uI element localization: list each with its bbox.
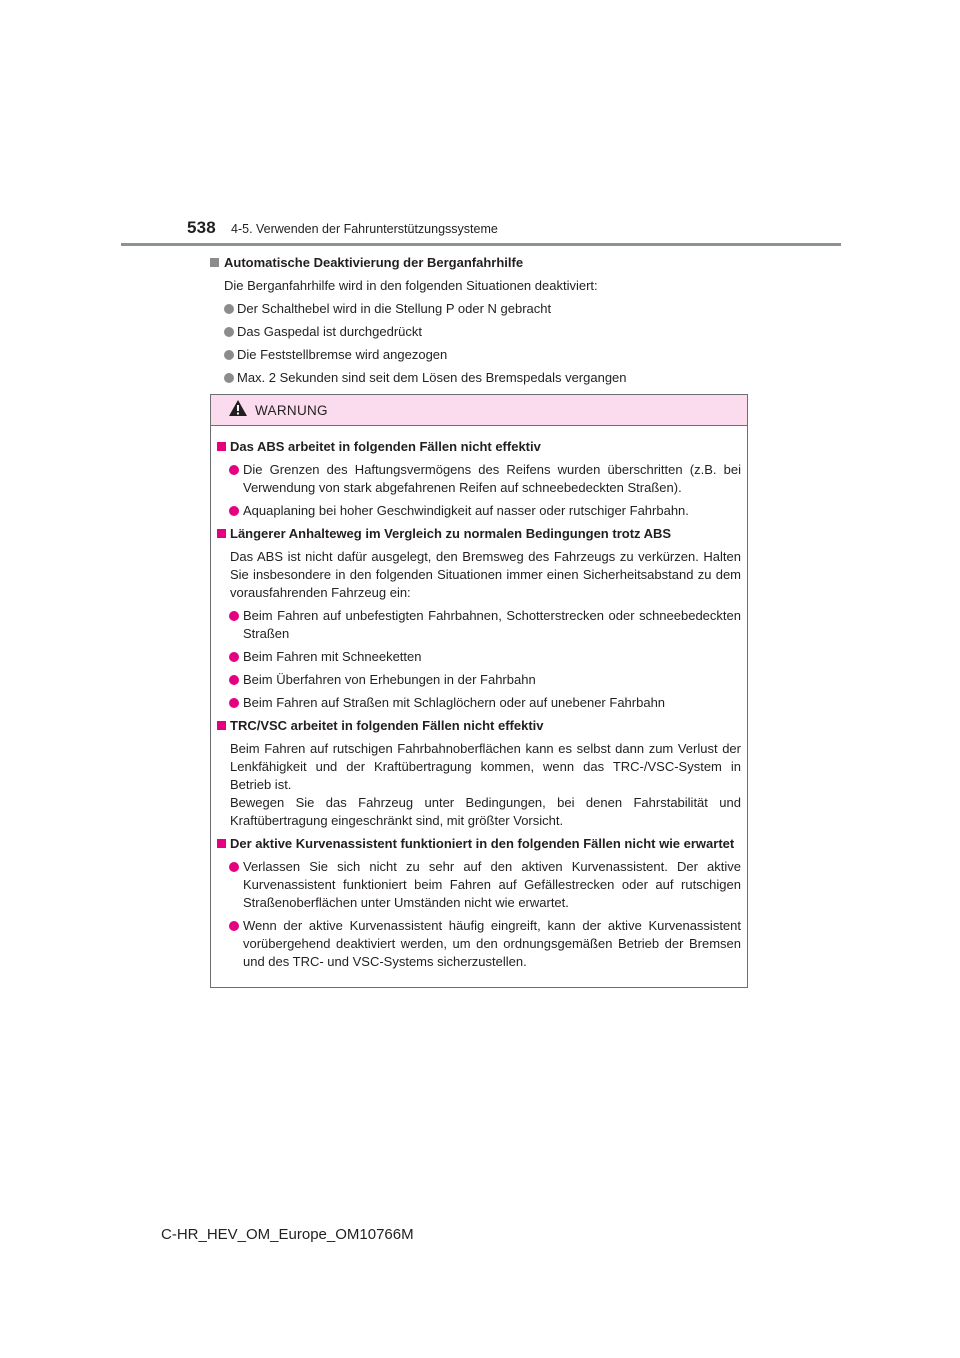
square-bullet-icon [217, 442, 226, 451]
round-bullet-icon [229, 675, 239, 685]
footer-doc-code: C-HR_HEV_OM_Europe_OM10766M [161, 1226, 414, 1243]
warning-paragraph: Bewegen Sie das Fahrzeug unter Bedingungen, bei denen Fahrstabilität und Kraftübertragung eingeschränkt sind, mit größter Vorsicht. [230, 795, 741, 828]
page-number: 538 [187, 218, 216, 237]
round-bullet-icon [229, 465, 239, 475]
round-bullet-icon [224, 350, 234, 360]
list-item [217, 671, 741, 689]
header-rule [121, 243, 841, 246]
warning-heading [217, 835, 741, 853]
list-item-text: Das Gaspedal ist durchgedrückt [237, 324, 422, 339]
round-bullet-icon [224, 373, 234, 383]
list-item-text: Aquaplaning bei hoher Geschwindigkeit auf nasser oder rutschiger Fahrbahn. [243, 503, 689, 518]
list-item-text: Verlassen Sie sich nicht zu sehr auf den aktiven Kurvenassistent. Der aktive Kurvenassistent funktioniert beim Fahren auf Gefällestrecken oder auf rutschigen Straßenoberflächen unter Umständen nicht wie erwartet. [243, 859, 741, 910]
round-bullet-icon [229, 698, 239, 708]
list-item [217, 502, 741, 520]
chapter-title: 4-5. Verwenden der Fahrunterstützungssysteme [231, 222, 498, 236]
list-item [217, 648, 741, 666]
warning-header [211, 395, 747, 426]
section-intro: Die Berganfahrhilfe wird in den folgenden Situationen deaktiviert: [224, 278, 598, 293]
square-bullet-icon [217, 839, 226, 848]
list-item [210, 369, 750, 387]
list-item [217, 917, 741, 971]
list-item [217, 694, 741, 712]
warning-box [210, 394, 748, 988]
round-bullet-icon [224, 304, 234, 314]
list-item [210, 346, 750, 364]
list-item [217, 461, 741, 497]
warning-heading [217, 438, 741, 456]
round-bullet-icon [229, 921, 239, 931]
warning-heading [217, 717, 741, 735]
warning-body [211, 426, 747, 971]
list-item-text: Max. 2 Sekunden sind seit dem Lösen des Bremspedals vergangen [237, 370, 627, 385]
square-bullet-icon [217, 721, 226, 730]
section-heading [210, 254, 750, 272]
section-berganfahrhilfe [210, 254, 750, 387]
warning-heading-text: TRC/VSC arbeitet in folgenden Fällen nicht effektiv [230, 718, 544, 733]
list-item-text: Beim Fahren auf unbefestigten Fahrbahnen, Schotterstrecken oder schneebedeckten Straßen [243, 608, 741, 641]
round-bullet-icon [229, 611, 239, 621]
list-item [217, 607, 741, 643]
square-bullet-icon [217, 529, 226, 538]
list-item [210, 323, 750, 341]
warning-heading-text: Längerer Anhalteweg im Vergleich zu normalen Bedingungen trotz ABS [230, 526, 672, 541]
list-item [217, 858, 741, 912]
list-item-text: Beim Fahren mit Schneeketten [243, 649, 422, 664]
list-item-text: Der Schalthebel wird in die Stellung P oder N gebracht [237, 301, 552, 316]
square-bullet-icon [210, 258, 219, 267]
round-bullet-icon [229, 506, 239, 516]
round-bullet-icon [229, 652, 239, 662]
warning-triangle-icon [228, 399, 248, 417]
round-bullet-icon [229, 862, 239, 872]
list-item-text: Wenn der aktive Kurvenassistent häufig eingreift, kann der aktive Kurvenassistent vorübergehend deaktiviert werden, um den ordnungsgemäßen Betrieb der Bremsen und des TRC- und VSC-Systems sicherzustellen. [243, 918, 741, 969]
list-item [210, 300, 750, 318]
list-item-text: Beim Überfahren von Erhebungen in der Fahrbahn [243, 672, 536, 687]
warning-heading-text: Der aktive Kurvenassistent funktioniert in den folgenden Fällen nicht wie erwartet [230, 836, 735, 851]
list-item-text: Beim Fahren auf Straßen mit Schlaglöchern oder auf unebener Fahrbahn [243, 695, 666, 710]
warning-heading [217, 525, 741, 543]
warning-title: WARNUNG [255, 403, 328, 418]
warning-heading-text: Das ABS arbeitet in folgenden Fällen nicht effektiv [230, 439, 541, 454]
list-item-text: Die Feststellbremse wird angezogen [237, 347, 448, 362]
list-item-text: Die Grenzen des Haftungsvermögens des Reifens wurden überschritten (z.B. bei Verwendung von stark abgefahrenen Reifen auf schneebedeckten Straßen). [243, 462, 741, 495]
warning-paragraph: Das ABS ist nicht dafür ausgelegt, den Bremsweg des Fahrzeugs zu verkürzen. Halten Sie insbesondere in den folgenden Situationen immer einen Sicherheitsabstand zu dem vorausfahrenden Fahrzeug ein: [230, 549, 741, 600]
warning-paragraph: Beim Fahren auf rutschigen Fahrbahnoberflächen kann es selbst dann zum Verlust der Lenkfähigkeit und der Kraftübertragung kommen, wenn das TRC-/VSC-System in Betrieb ist. [230, 741, 741, 792]
round-bullet-icon [224, 327, 234, 337]
section-heading-text: Automatische Deaktivierung der Berganfahrhilfe [224, 255, 524, 270]
